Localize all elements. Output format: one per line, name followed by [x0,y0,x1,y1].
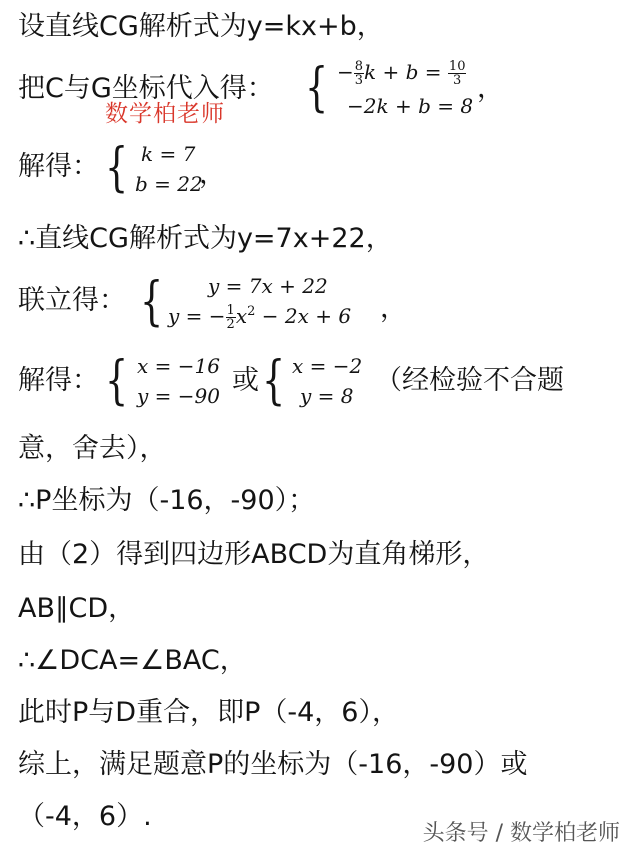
frac-den: 3 [354,73,364,88]
minus-sign: − [337,60,354,84]
eq2-rest: − 2x + 6 [255,304,352,328]
watermark: 头条号 / 数学柏老师 [422,821,620,846]
solution-b-x: x = −2 [292,354,363,378]
text-line-4: ∴直线CG解析式为y=7x+22， [18,223,393,254]
frac-num: 1 [226,303,235,318]
solution-b: b = 22 [135,172,203,196]
eq2-exponent: 2 [247,304,256,319]
intersection-eq1: y = 7x + 22 [208,274,328,298]
intersection-eq2 [168,304,351,331]
solution-comma: ， [199,159,226,190]
solution-a-x: x = −16 [137,354,220,378]
equation-system-intersection [140,272,420,336]
fraction-8-3 [354,60,364,87]
text-line-3-prefix: 解得： [18,151,99,182]
fraction-1-2 [226,304,236,331]
eq1-middle: k + b = [364,60,442,84]
text-line-5-prefix: 联立得： [18,285,126,316]
solution-k: k = 7 [141,142,196,166]
text-line-2-prefix: 把C与G坐标代入得： [18,73,274,104]
frac-num: 10 [448,59,466,74]
stamp-text: 数学柏老师 [105,101,225,127]
equation-system-cg [305,60,505,122]
left-brace: { [140,272,164,332]
system-cg-eq2: −2k + b = 8 [347,94,474,118]
text-line-1: 设直线CG解析式为y=kx+b， [18,11,384,42]
fraction-10-3 [448,60,467,87]
left-brace: { [105,138,129,198]
frac-den: 2 [226,317,235,332]
system-cg-comma: ， [477,73,504,104]
solution-b-y: y = 8 [300,384,354,408]
equation-system-solution-b [262,352,382,414]
text-line-7: 意，舍去）， [18,433,167,464]
eq2-lhs: y = − [168,304,226,328]
eq2-x: x [235,304,248,328]
text-line-14: （-4，6）. [18,801,152,832]
intersection-comma: ， [380,293,407,324]
left-brace: { [305,58,329,118]
equation-system-solution-k-b [105,140,245,200]
text-line-13: 综上，满足题意P的坐标为（-16，-90）或 [18,749,528,780]
system-cg-eq1 [337,60,466,87]
text-line-12: 此时P与D重合，即P（-4，6）， [18,697,399,728]
text-line-6-suffix: （经检验不合题 [375,365,564,396]
equation-system-solution-a [105,352,235,414]
text-line-8: ∴P坐标为（-16，-90）； [18,485,316,516]
frac-num: 8 [354,59,364,74]
text-line-10: AB∥CD， [18,593,136,624]
solution-a-y: y = −90 [137,384,220,408]
text-line-6-prefix: 解得： [18,365,99,396]
or-word: 或 [232,365,259,396]
left-brace: { [262,351,286,411]
text-line-9: 由（2）得到四边形ABCD为直角梯形， [18,539,490,570]
text-line-11: ∴∠DCA=∠BAC， [18,645,247,676]
left-brace: { [105,351,129,411]
frac-den: 3 [453,73,462,88]
